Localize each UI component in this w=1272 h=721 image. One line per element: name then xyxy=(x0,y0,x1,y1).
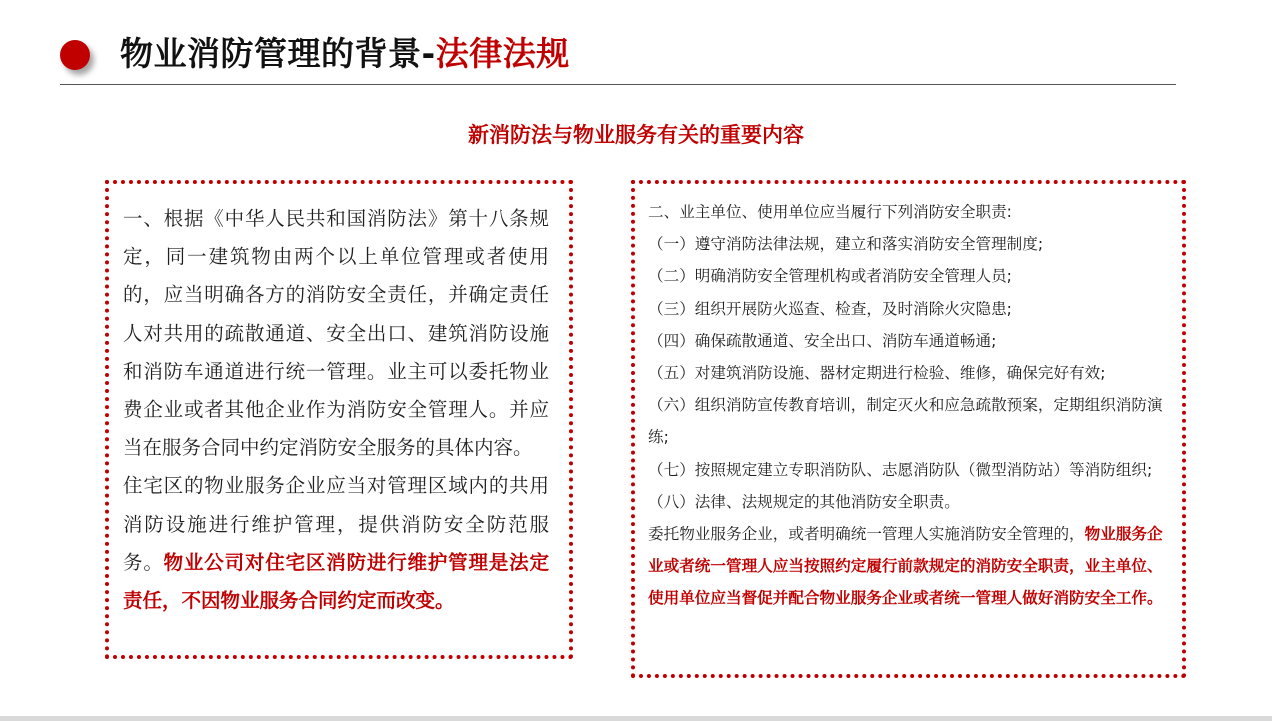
left-paragraph-2-highlight: 物业公司对住宅区消防进行维护管理是法定责任，不因物业服务合同约定而改变。 xyxy=(123,550,549,613)
list-item: （三）组织开展防火巡查、检查，及时消除火灾隐患; xyxy=(648,299,1012,318)
right-content-box xyxy=(631,180,1186,678)
bottom-bar xyxy=(0,716,1272,721)
left-content-box xyxy=(105,180,573,659)
left-paragraph-2-text: 住宅区的物业服务企业应当对管理区域内的共用消防设施进行维护管理，提供消防安全防范服务。 xyxy=(123,474,549,574)
list-item: （七）按照规定建立专职消防队、志愿消防队（微型消防站）等消防组织; xyxy=(648,460,1153,479)
list-item: （二）明确消防安全管理机构或者消防安全管理人员; xyxy=(648,267,1012,286)
right-closing-text: 委托物业服务企业，或者明确统一管理人实施消防安全管理的， xyxy=(648,525,1085,544)
list-item: （一）遵守消防法律法规，建立和落实消防安全管理制度; xyxy=(648,235,1044,254)
list-item: （六）组织消防宣传教育培训，制定灭火和应急疏散预案，定期组织消防演练; xyxy=(648,396,1163,447)
right-heading: 二、业主单位、使用单位应当履行下列消防安全职责: xyxy=(648,203,1012,221)
page-title xyxy=(120,30,570,78)
right-closing-highlight: 物业服务企业或者统一管理人应当按照约定履行前款规定的消防安全职责，业主单位、使用单位应当督促并配合物业服务企业或者统一管理人做好消防安全工作。 xyxy=(648,525,1163,608)
title-bullet-dot xyxy=(60,40,90,70)
list-item: （八）法律、法规规定的其他消防安全职责。 xyxy=(648,492,960,511)
title-divider xyxy=(60,84,1176,85)
list-item: （四）确保疏散通道、安全出口、消防车通道畅通; xyxy=(648,331,997,350)
left-paragraph-2 xyxy=(123,467,549,620)
page-title-highlight: 法律法规 xyxy=(435,34,570,73)
right-closing-paragraph xyxy=(648,518,1168,615)
list-item: （五）对建筑消防设施、器材定期进行检验、维修，确保完好有效; xyxy=(648,364,1106,383)
section-subtitle: 新消防法与物业服务有关的重要内容 xyxy=(468,123,804,147)
left-paragraph-1: 一、根据《中华人民共和国消防法》第十八条规定，同一建筑物由两个以上单位管理或者使用的，应当明确各方的消防安全责任，并确定责任人对共用的疏散通道、安全出口、建筑消防设施和消防车通道进行统一管理。业主可以委托物业费企业或者其他企业作为消防安全管理人。并应当在服务合同中约定消防安全服务的具体内容。 xyxy=(123,207,549,460)
page-title-main: 物业消防管理的背景- xyxy=(120,34,436,73)
